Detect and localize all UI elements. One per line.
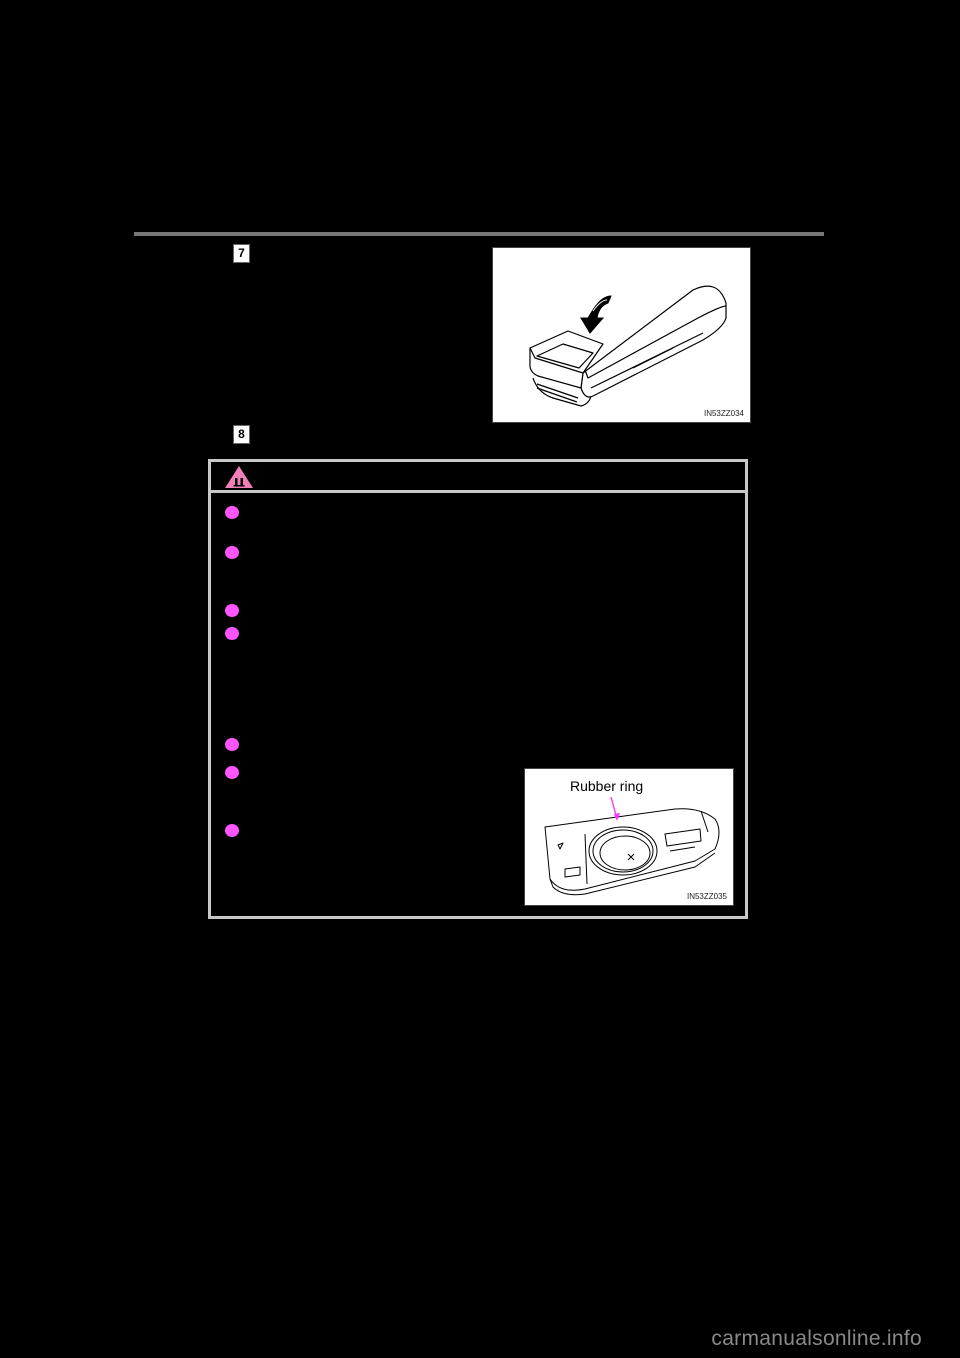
step-7-marker: 7 <box>233 244 250 263</box>
step-8-marker: 8 <box>233 425 250 444</box>
arrow-icon <box>581 296 611 333</box>
warning-header <box>211 462 745 493</box>
watermark-link[interactable]: carmanualsonline.info <box>711 1327 922 1350</box>
bullet-icon <box>225 738 239 751</box>
bullet-icon <box>225 766 239 779</box>
key-cover-figure <box>492 247 751 423</box>
figure-code: IN53ZZ034 <box>703 409 744 418</box>
rubber-ring-label: Rubber ring <box>570 778 644 794</box>
bullet-icon <box>225 627 239 640</box>
header-rule <box>134 232 824 236</box>
warning-box <box>208 459 748 919</box>
figure-code: IN53ZZ035 <box>686 892 727 901</box>
rubber-ring-figure <box>524 768 734 906</box>
bullet-icon <box>225 546 239 559</box>
bullet-icon <box>225 506 239 519</box>
warning-triangle-icon <box>224 465 254 489</box>
bullet-icon <box>225 824 239 837</box>
bullet-icon <box>225 604 239 617</box>
key-case-illustration <box>493 248 750 422</box>
